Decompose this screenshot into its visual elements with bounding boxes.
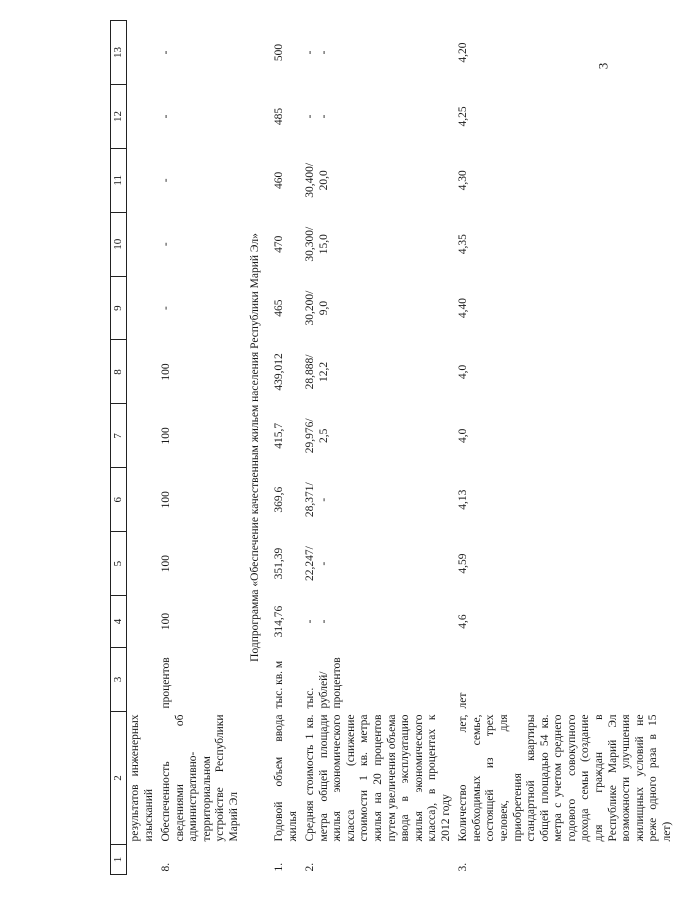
indicator-value <box>126 404 158 468</box>
indicator-name: Средняя стоимость 1 кв. метра общей площади жилья экономического класса (снижение стоимости 1 кв. метра жилья на 20 процентов путем увеличения объема ввода в эксплуатацию жилья экономического класса), в процентах к 2012 году <box>304 714 452 842</box>
unit-of-measure <box>126 648 158 712</box>
subprogram-title: Подпрограмма «Обеспечение качественным жильем населения Республики Марий Эл» <box>249 233 262 662</box>
indicator-value: 439,012 <box>273 353 286 391</box>
indicator-value: 314,76 <box>273 605 286 638</box>
indicator-value: 4,0 <box>457 428 470 443</box>
indicator-value: 4,0 <box>457 364 470 380</box>
indicator-value: - <box>160 50 173 55</box>
indicator-value: 4,59 <box>457 553 470 574</box>
indicator-value: 100 <box>160 491 173 509</box>
table-row <box>158 21 243 875</box>
indicator-value: 415,7 <box>273 422 286 449</box>
indicator-value: 460 <box>273 171 286 189</box>
indicator-value: - - <box>304 114 330 119</box>
indicator-value: 4,13 <box>457 489 470 510</box>
indicator-value: - <box>160 114 173 119</box>
header-cell: 8 <box>111 340 127 404</box>
header-cell: 12 <box>111 85 127 149</box>
indicator-value: 4,40 <box>457 298 470 319</box>
indicator-name: результатов инженерных изысканий <box>128 714 155 842</box>
indicator-value: - - <box>304 619 330 624</box>
row-number: 3. <box>457 862 470 872</box>
row-number <box>126 845 158 875</box>
indicator-value: 28,888/ 12,2 <box>304 354 330 390</box>
header-cell: 6 <box>111 468 127 532</box>
indicator-value: 485 <box>273 107 286 126</box>
indicator-value: - - <box>304 50 330 55</box>
indicators-table <box>110 20 676 875</box>
indicator-value <box>126 276 158 340</box>
indicator-value: 100 <box>160 554 173 573</box>
indicator-value <box>126 340 158 404</box>
unit-of-measure: лет <box>457 692 470 709</box>
indicator-value: 22,247/ - <box>304 546 330 581</box>
indicator-value: 28,371/ - <box>304 482 330 518</box>
indicator-value: 30,200/ 9,0 <box>304 290 330 326</box>
indicator-name: Количество лет, необходимых семье, состоящей из трех человек, для приобретения стандартной квартиры общей площадью 54 кв. метра с учетом среднего годового совокупного дохода семьи (создание для граждан в Республике Марий Эл возможности улучшения жилищных условий не реже одного раза в 15 лет) <box>457 714 673 842</box>
indicator-value: 29,976/ 2,5 <box>304 418 330 454</box>
header-cell: 4 <box>111 596 127 648</box>
indicator-value <box>126 468 158 532</box>
indicator-value: 100 <box>160 427 173 445</box>
section-row <box>243 21 271 875</box>
rotated-document-sheet <box>110 20 673 875</box>
row-number: 2. <box>304 862 317 872</box>
header-cell: 1 <box>111 845 127 875</box>
indicator-value: 4,30 <box>457 170 470 191</box>
indicator-value: 30,300/ 15,0 <box>304 226 330 262</box>
table-row <box>271 21 302 875</box>
indicator-value <box>126 148 158 212</box>
header-cell: 11 <box>111 148 127 212</box>
indicator-value <box>126 85 158 149</box>
indicator-value: - <box>160 242 173 247</box>
indicator-value <box>126 596 158 648</box>
row-number: 1. <box>273 862 286 872</box>
table-row <box>302 21 455 875</box>
unit-of-measure: тыс. рублей/ процентов <box>304 657 344 709</box>
header-cell: 5 <box>111 532 127 596</box>
header-cell: 13 <box>111 21 127 85</box>
indicator-value: 100 <box>160 363 173 381</box>
indicator-name: Годовой объем ввода жилья <box>273 714 299 842</box>
header-cell: 2 <box>111 712 127 845</box>
indicator-value: 4,25 <box>457 106 470 127</box>
indicator-value: 4,35 <box>457 234 470 255</box>
table-row <box>126 21 158 875</box>
indicator-value: 4,20 <box>457 42 470 63</box>
indicator-value: 465 <box>273 299 286 317</box>
unit-of-measure: тыс. кв. м <box>273 660 286 709</box>
indicator-value: 351,39 <box>273 547 286 580</box>
indicator-value <box>126 212 158 276</box>
header-cell: 7 <box>111 404 127 468</box>
indicator-value: 500 <box>273 43 286 62</box>
unit-of-measure: процентов <box>160 657 173 709</box>
indicator-value: 100 <box>160 612 173 631</box>
page-number: 3 <box>595 62 611 70</box>
indicator-value <box>126 21 158 85</box>
header-cell: 3 <box>111 648 127 712</box>
indicator-value: 470 <box>273 235 286 253</box>
indicator-value: 30,400/ 20,0 <box>304 162 330 198</box>
indicator-value <box>126 532 158 596</box>
table-header-row <box>111 21 127 875</box>
row-number: 8. <box>160 862 173 872</box>
header-cell: 10 <box>111 212 127 276</box>
indicator-value: 369,6 <box>273 486 286 513</box>
indicator-value: 4,6 <box>457 614 470 629</box>
indicator-name: Обеспеченность сведениями об административно-территориальном устройстве Республики Марий Эл <box>160 714 240 842</box>
table-row <box>455 21 676 875</box>
indicator-value: - <box>160 306 173 310</box>
header-cell: 9 <box>111 276 127 340</box>
indicator-value: - <box>160 178 173 183</box>
